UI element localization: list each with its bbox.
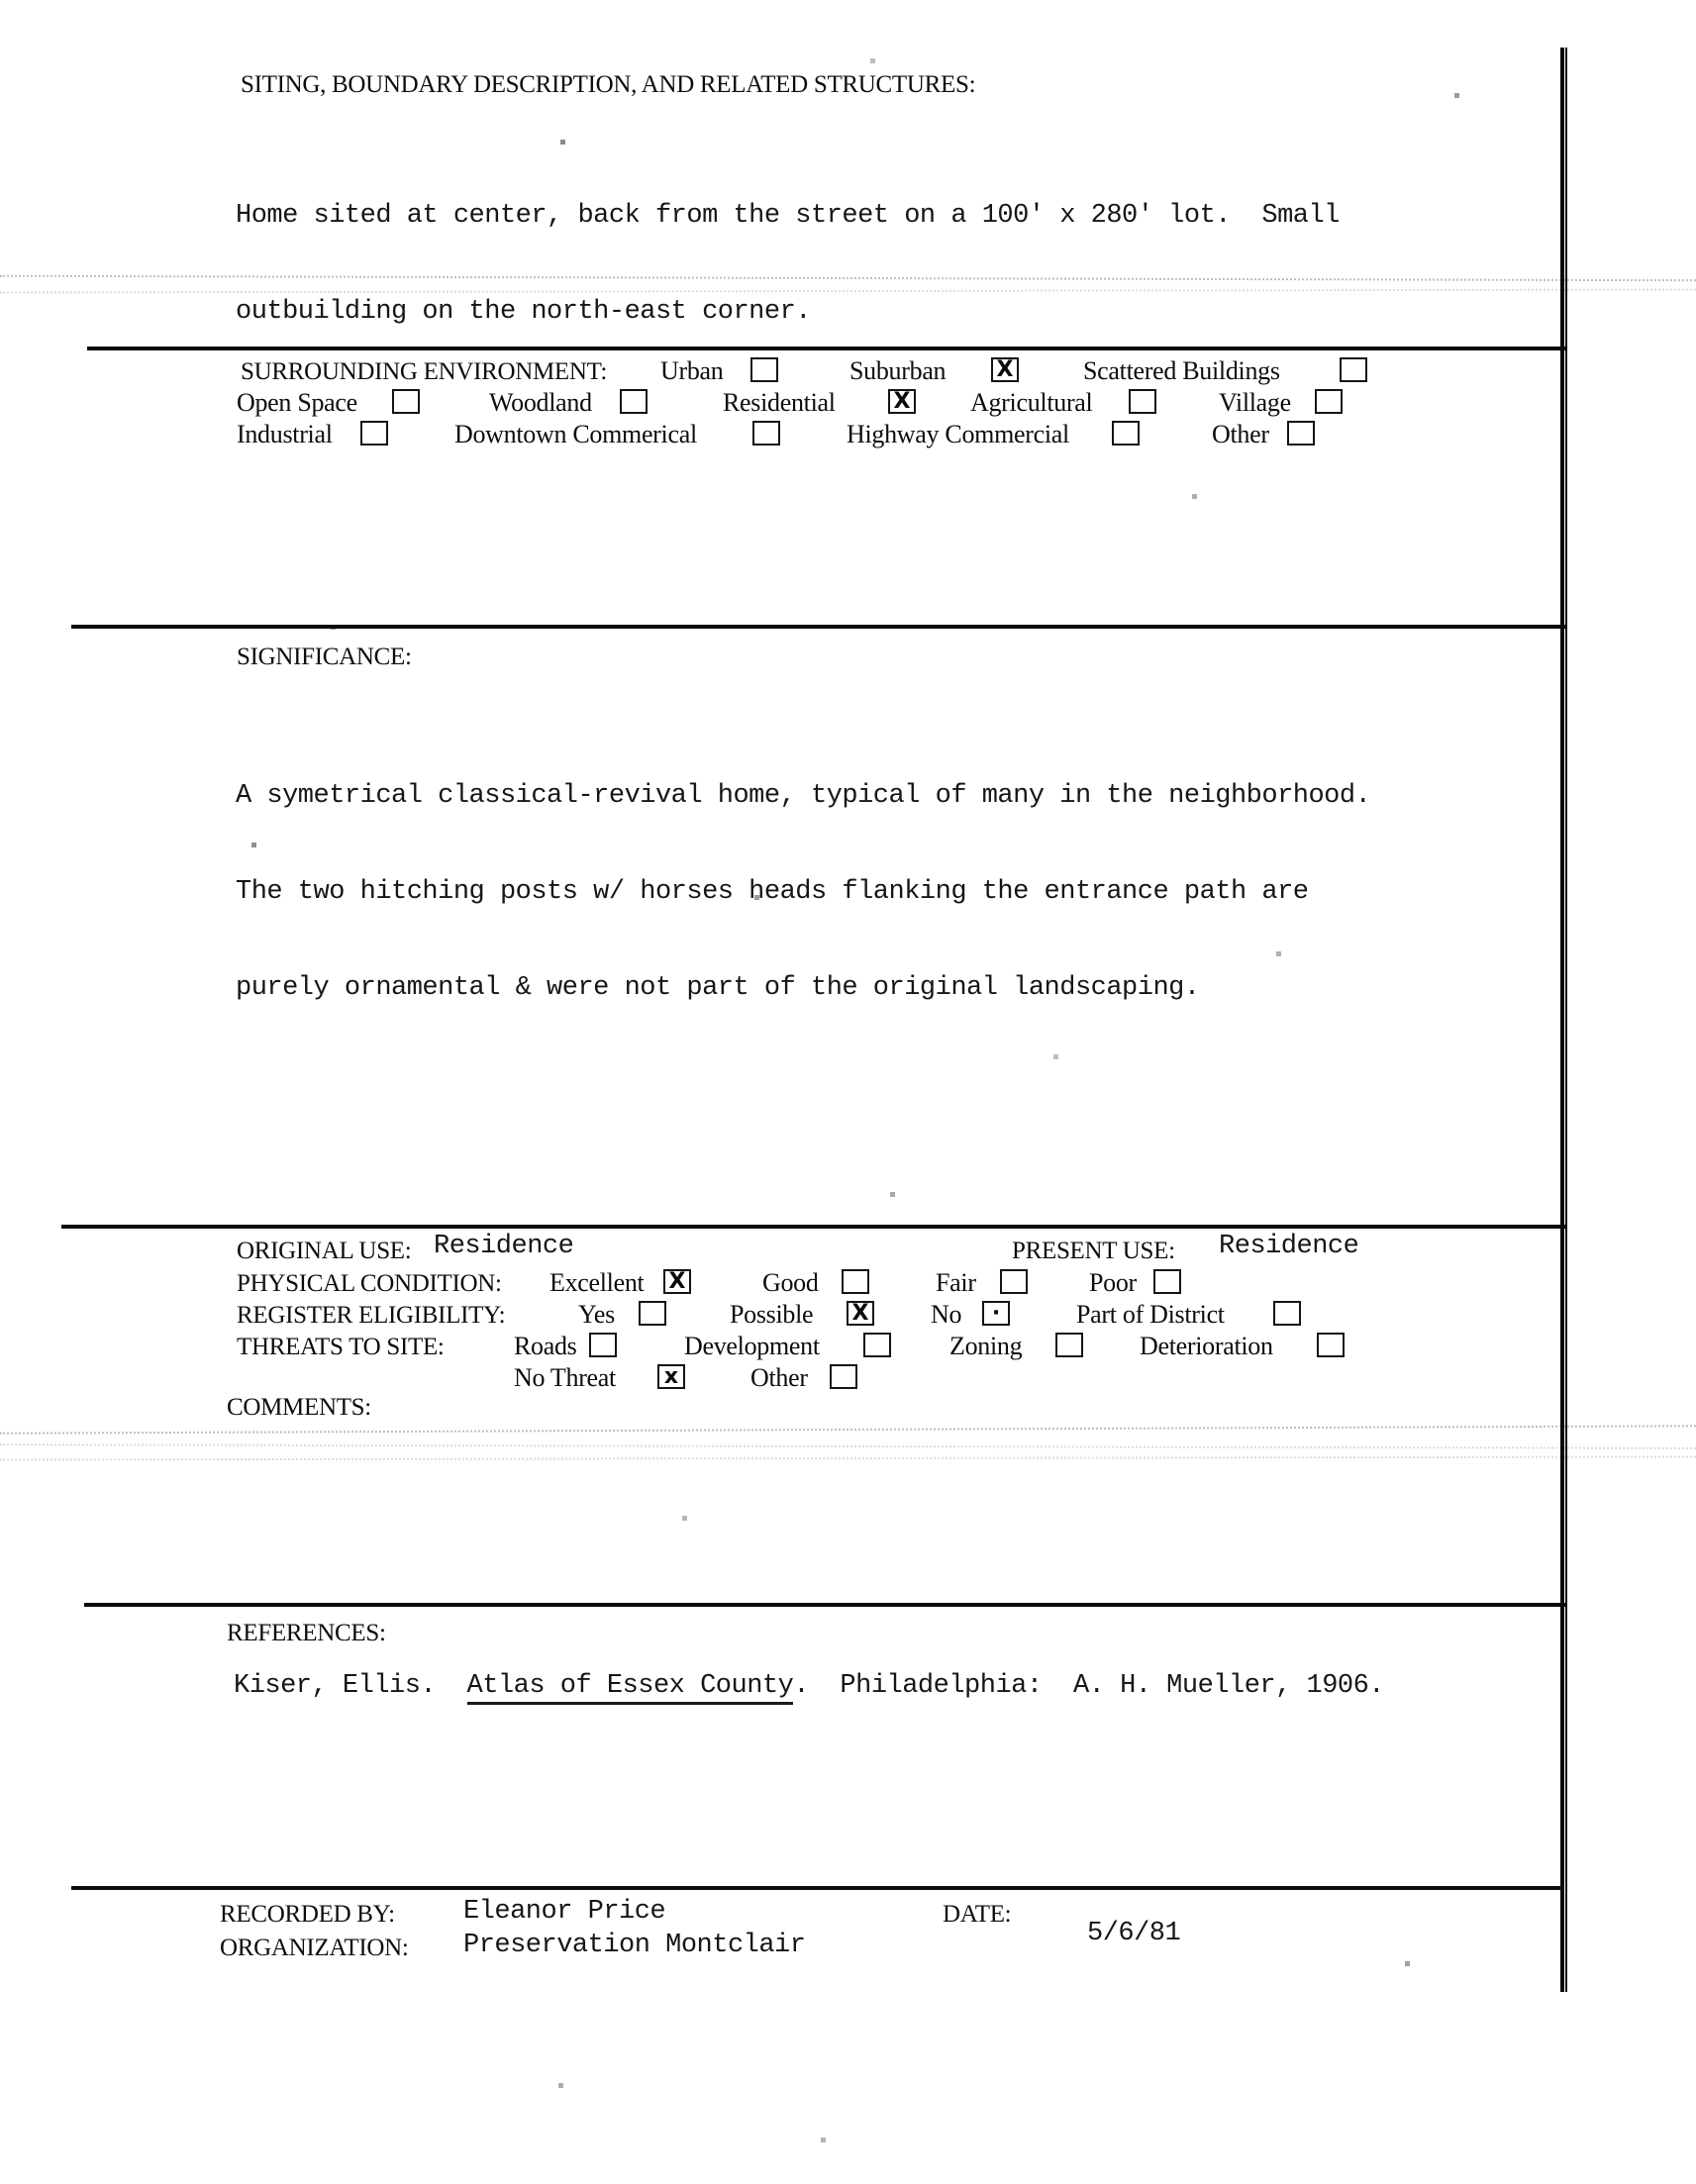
environment-row-2	[0, 388, 1696, 422]
checkbox-development	[863, 1333, 891, 1357]
option-label-agricultural: Agricultural	[970, 388, 1093, 417]
option-label-scattered-buildings: Scattered Buildings	[1083, 356, 1280, 385]
checkbox-village	[1315, 389, 1343, 414]
physical-condition-row	[0, 1268, 1696, 1302]
checkbox-downtown-commercial	[752, 421, 780, 446]
present-use-value: Residence	[1219, 1232, 1359, 1261]
section-divider	[71, 625, 1567, 629]
citation-publisher: . Philadelphia: A. H. Mueller, 1906.	[793, 1671, 1385, 1701]
checkbox-excellent	[663, 1269, 691, 1294]
original-use-label: ORIGINAL USE:	[237, 1238, 412, 1264]
checkbox-open-space	[392, 389, 420, 414]
option-label-good: Good	[762, 1268, 819, 1297]
checkbox-mark: X	[851, 1301, 869, 1326]
recorded-by-label: RECORDED BY:	[220, 1901, 395, 1928]
option-label-possible: Possible	[730, 1300, 814, 1329]
scan-speckle-noise	[0, 0, 3, 3]
citation-title-underlined: Atlas of Essex County	[467, 1671, 794, 1705]
checkbox-other-environment	[1287, 421, 1315, 446]
references-section-heading: REFERENCES:	[227, 1620, 386, 1646]
checkbox-other-threat	[830, 1364, 857, 1389]
scan-artifact-line	[0, 1443, 1696, 1449]
organization-row	[0, 1931, 1696, 1964]
section-divider	[61, 1225, 1567, 1229]
checkbox-mark: X	[668, 1269, 686, 1294]
option-label-urban: Urban	[660, 356, 724, 385]
checkbox-highway-commercial	[1112, 421, 1140, 446]
option-label-excellent: Excellent	[549, 1268, 645, 1297]
significance-text	[236, 719, 1370, 1066]
present-use-label: PRESENT USE:	[1012, 1238, 1175, 1264]
option-label-development: Development	[684, 1332, 820, 1360]
option-label-village: Village	[1219, 388, 1291, 417]
checkbox-agricultural	[1129, 389, 1156, 414]
checkbox-scattered-buildings	[1340, 357, 1367, 382]
siting-text-line: outbuilding on the north-east corner.	[236, 297, 811, 327]
checkbox-no	[982, 1301, 1010, 1326]
option-label-downtown-commercial: Downtown Commerical	[454, 420, 697, 448]
option-label-other-threat: Other	[750, 1363, 808, 1392]
significance-text-line: purely ornamental & were not part of the original landscaping.	[236, 973, 1200, 1003]
option-label-roads: Roads	[514, 1332, 577, 1360]
option-label-other-environment: Other	[1212, 420, 1269, 448]
checkbox-yes	[639, 1301, 666, 1326]
threats-row-2	[0, 1363, 1696, 1397]
siting-description-text	[236, 139, 1340, 390]
checkbox-mark: x	[663, 1364, 679, 1389]
scan-artifact-line	[0, 1425, 1696, 1434]
option-label-industrial: Industrial	[237, 420, 333, 448]
recorded-by-value: Eleanor Price	[463, 1897, 666, 1927]
significance-section-heading: SIGNIFICANCE:	[237, 644, 412, 670]
checkbox-mark: X	[893, 389, 911, 414]
option-label-poor: Poor	[1089, 1268, 1137, 1297]
register-eligibility-label: REGISTER ELIGIBILITY:	[237, 1302, 506, 1329]
scan-artifact-line	[0, 1456, 1696, 1461]
environment-section-heading: SURROUNDING ENVIRONMENT:	[241, 358, 608, 385]
use-row	[0, 1234, 1696, 1267]
checkbox-part-of-district	[1273, 1301, 1301, 1326]
threats-to-site-label: THREATS TO SITE:	[237, 1334, 445, 1360]
section-divider	[71, 1886, 1562, 1890]
significance-text-line: A symetrical classical-revival home, typical of many in the neighborhood.	[236, 781, 1371, 811]
checkbox-good	[842, 1269, 869, 1294]
comments-label: COMMENTS:	[227, 1394, 371, 1421]
date-value: 5/6/81	[1087, 1919, 1181, 1948]
option-label-yes: Yes	[578, 1300, 615, 1329]
option-label-zoning: Zoning	[949, 1332, 1023, 1360]
organization-label: ORGANIZATION:	[220, 1935, 409, 1961]
checkbox-residential	[888, 389, 916, 414]
threats-row-1	[0, 1332, 1696, 1365]
original-use-value: Residence	[434, 1232, 574, 1261]
page-edge-line	[1560, 48, 1567, 1992]
option-label-no: No	[931, 1300, 962, 1329]
checkbox-deterioration	[1317, 1333, 1345, 1357]
checkbox-woodland	[620, 389, 648, 414]
citation-author: Kiser, Ellis.	[234, 1671, 467, 1701]
checkbox-roads	[589, 1333, 617, 1357]
option-label-woodland: Woodland	[489, 388, 592, 417]
physical-condition-label: PHYSICAL CONDITION:	[237, 1270, 502, 1297]
checkbox-mark: X	[996, 357, 1014, 382]
date-label: DATE:	[943, 1901, 1012, 1928]
reference-citation	[234, 1671, 1384, 1701]
checkbox-urban	[750, 357, 778, 382]
option-label-part-of-district: Part of District	[1076, 1300, 1225, 1329]
checkbox-possible	[847, 1301, 874, 1326]
significance-text-line: The two hitching posts w/ horses heads flanking the entrance path are	[236, 877, 1309, 907]
environment-row-3	[0, 420, 1696, 453]
section-divider	[84, 1603, 1567, 1607]
siting-section-heading: SITING, BOUNDARY DESCRIPTION, AND RELATED STRUCTURES:	[241, 71, 976, 98]
checkbox-fair	[1000, 1269, 1028, 1294]
option-label-suburban: Suburban	[849, 356, 947, 385]
option-label-deterioration: Deterioration	[1140, 1332, 1273, 1360]
checkbox-poor	[1153, 1269, 1181, 1294]
option-label-open-space: Open Space	[237, 388, 357, 417]
checkbox-mark: ·	[991, 1301, 1001, 1326]
register-eligibility-row	[0, 1300, 1696, 1334]
checkbox-zoning	[1055, 1333, 1083, 1357]
environment-row-1	[0, 356, 1696, 390]
checkbox-industrial	[360, 421, 388, 446]
checkbox-no-threat	[657, 1364, 685, 1389]
option-label-highway-commercial: Highway Commercial	[847, 420, 1069, 448]
siting-text-line: Home sited at center, back from the street on a 100' x 280' lot. Small	[236, 201, 1340, 231]
option-label-fair: Fair	[936, 1268, 976, 1297]
checkbox-suburban	[991, 357, 1019, 382]
option-label-residential: Residential	[723, 388, 836, 417]
option-label-no-threat: No Threat	[514, 1363, 616, 1392]
organization-value: Preservation Montclair	[463, 1931, 806, 1960]
